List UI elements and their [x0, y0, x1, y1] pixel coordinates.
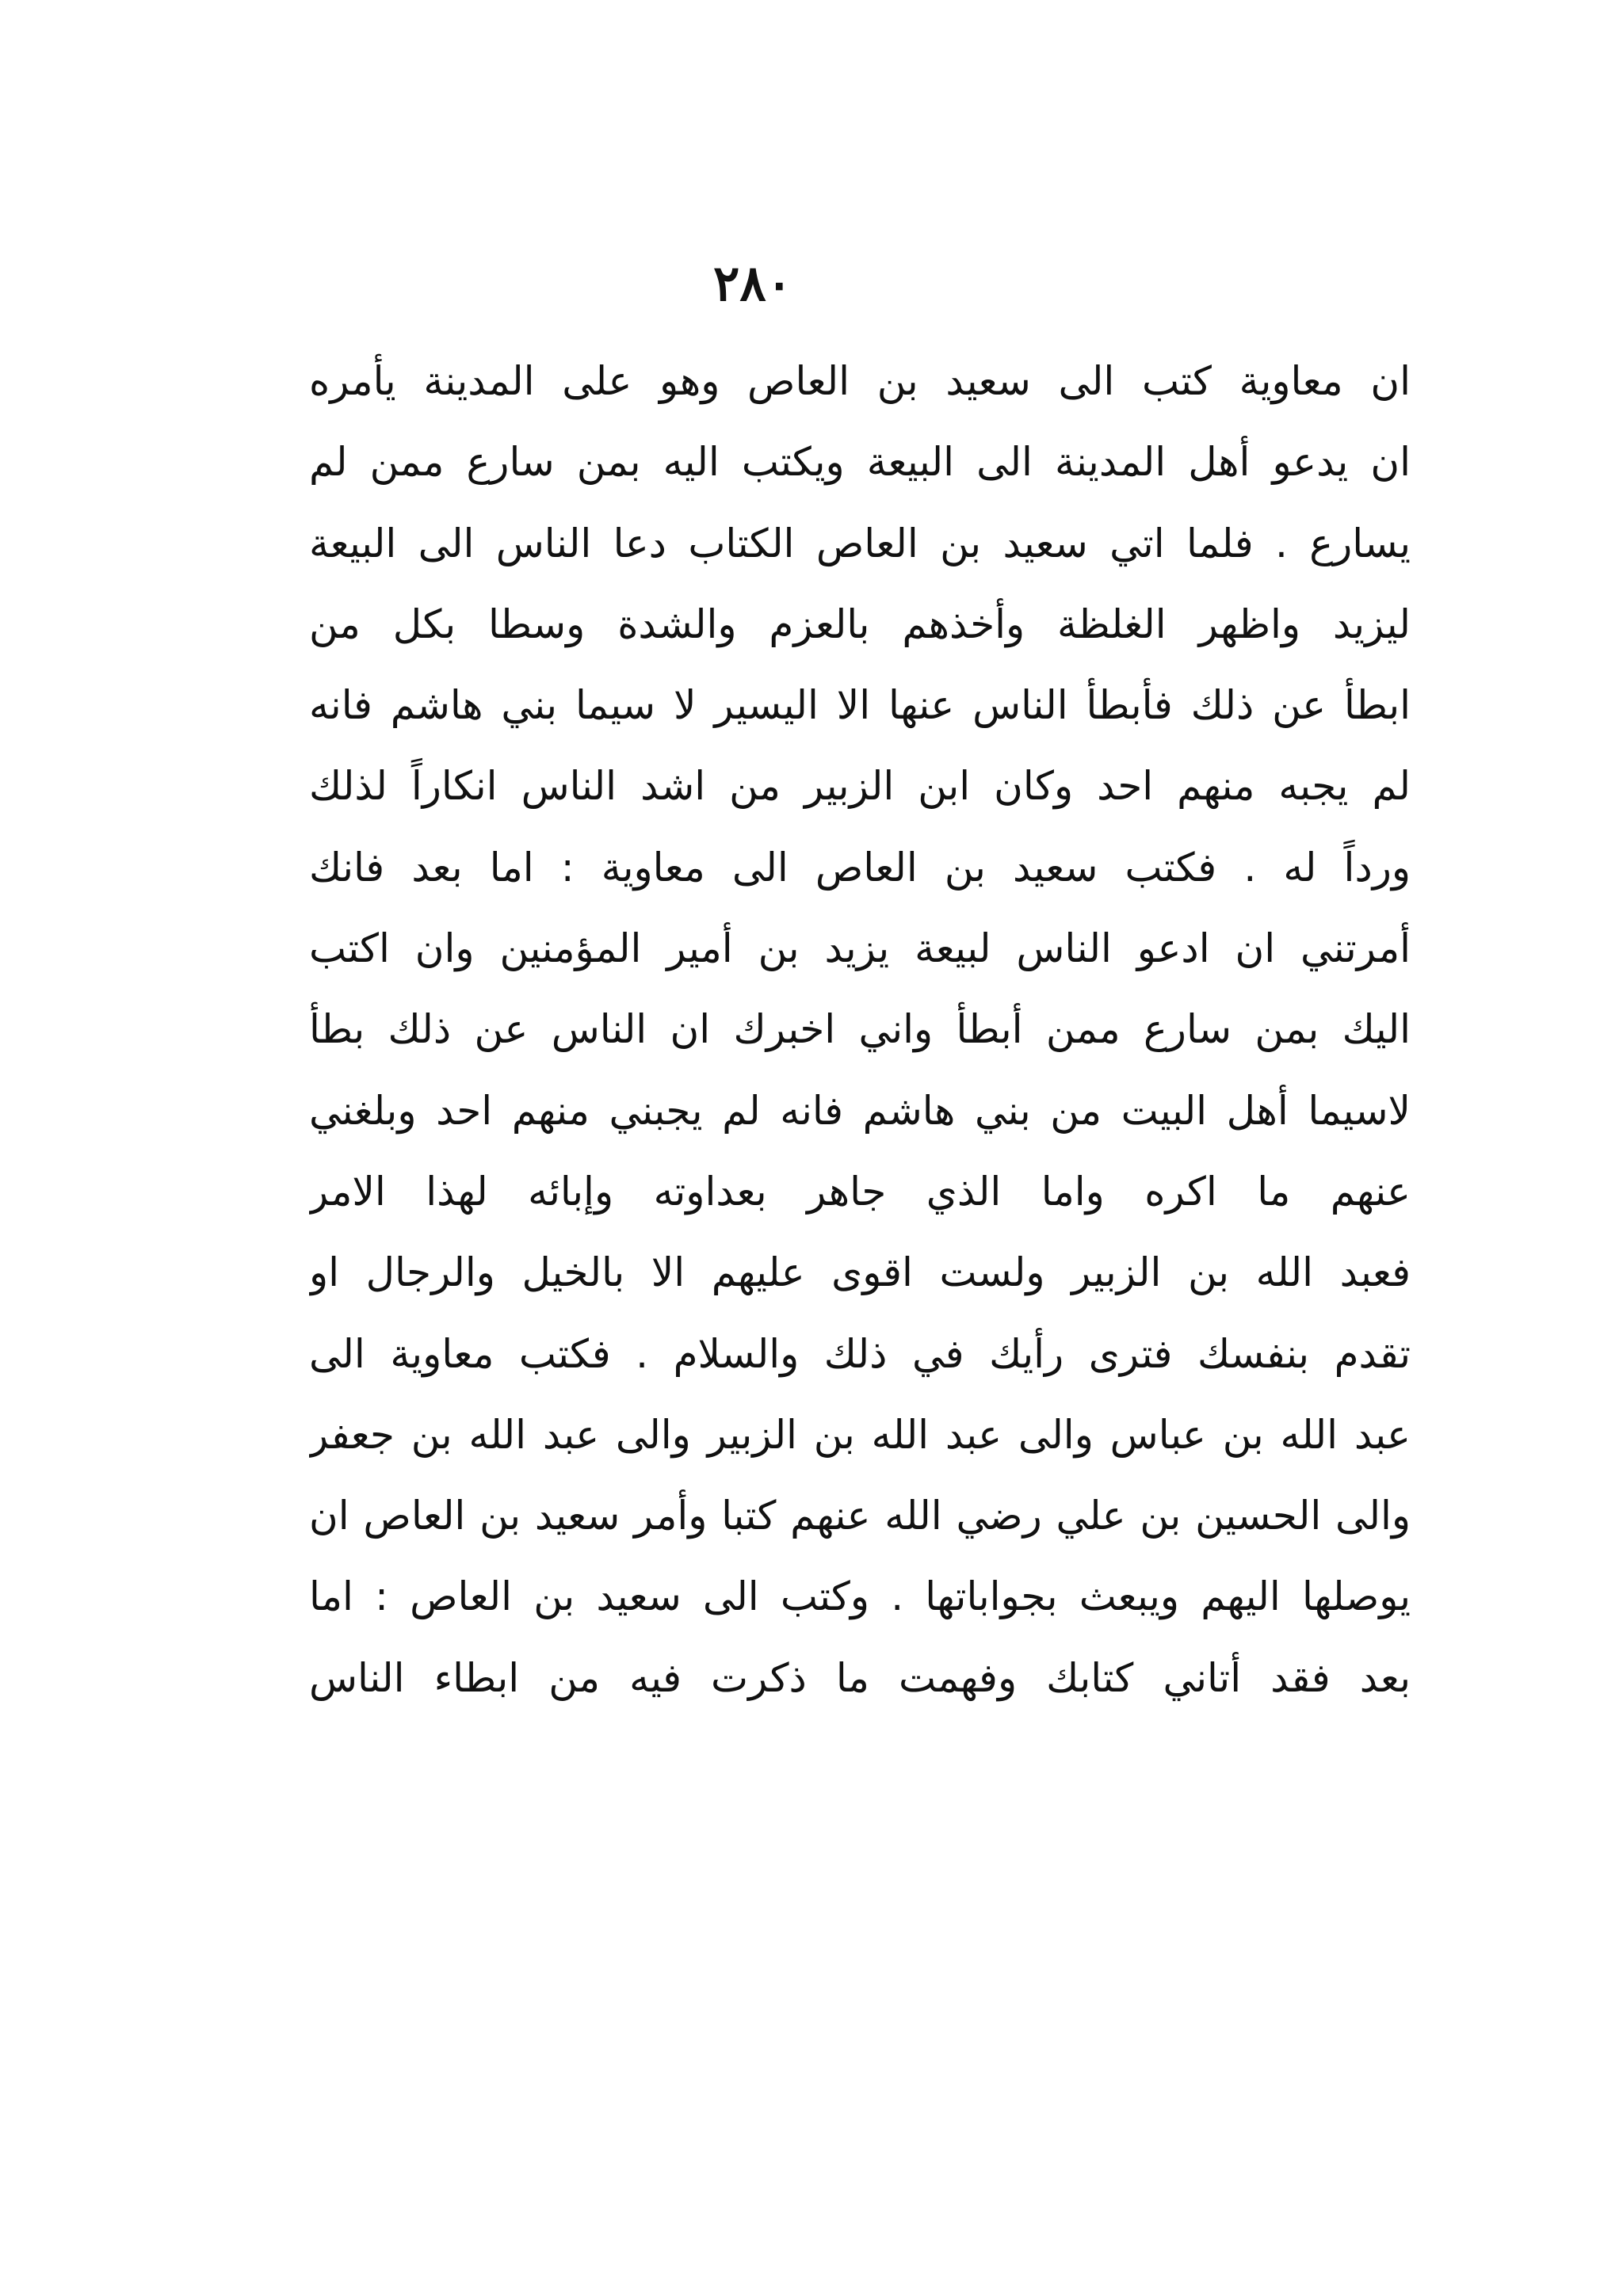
- text-line-12: فعبد الله بن الزبير ولست اقوى عليهم الا بالخيل والرجال او: [309, 1249, 1411, 1296]
- text-line-9: اليك بمن سارع ممن أبطأ واني اخبرك ان الناس عن ذلك بطأ: [309, 1006, 1411, 1053]
- text-line-8: أمرتني ان ادعو الناس لبيعة يزيد بن أمير المؤمنين وان اكتب: [309, 925, 1411, 972]
- text-line-7: ورداً له . فكتب سعيد بن العاص الى معاوية : اما بعد فانك: [309, 844, 1411, 891]
- text-line-11: عنهم ما اكره واما الذي جاهر بعداوته وإبائه لهذا الامر: [309, 1168, 1411, 1215]
- body-text: [309, 341, 1411, 1718]
- page-number: ٢٨٠: [713, 254, 792, 312]
- text-line-6: لم يجبه منهم احد وكان ابن الزبير من اشد الناس انكاراً لذلك: [309, 763, 1411, 810]
- text-line-10: لاسيما أهل البيت من بني هاشم فانه لم يجبني منهم احد وبلغني: [309, 1087, 1411, 1134]
- text-line-16: يوصلها اليهم ويبعث بجواباتها . وكتب الى سعيد بن العاص : اما: [309, 1573, 1411, 1620]
- text-line-1: ان معاوية كتب الى سعيد بن العاص وهو على المدينة يأمره: [309, 358, 1411, 404]
- text-line-5: ابطأ عن ذلك فأبطأ الناس عنها الا اليسير لا سيما بني هاشم فانه: [309, 682, 1411, 729]
- text-line-2: ان يدعو أهل المدينة الى البيعة ويكتب اليه بمن سارع ممن لم: [309, 439, 1411, 486]
- text-line-14: عبد الله بن عباس والى عبد الله بن الزبير والى عبد الله بن جعفر: [309, 1411, 1411, 1458]
- text-line-13: تقدم بنفسك فترى رأيك في ذلك والسلام . فكتب معاوية الى: [309, 1330, 1411, 1377]
- text-line-3: يسارع . فلما اتي سعيد بن العاص الكتاب دعا الناس الى البيعة: [309, 520, 1411, 566]
- text-line-15: والى الحسين بن علي رضي الله عنهم كتبا وأمر سعيد بن العاص ان: [309, 1493, 1411, 1539]
- text-line-4: ليزيد واظهر الغلظة وأخذهم بالعزم والشدة وسطا بكل من: [309, 601, 1411, 647]
- text-line-17: بعد فقد أتاني كتابك وفهمت ما ذكرت فيه من ابطاء الناس: [309, 1654, 1411, 1701]
